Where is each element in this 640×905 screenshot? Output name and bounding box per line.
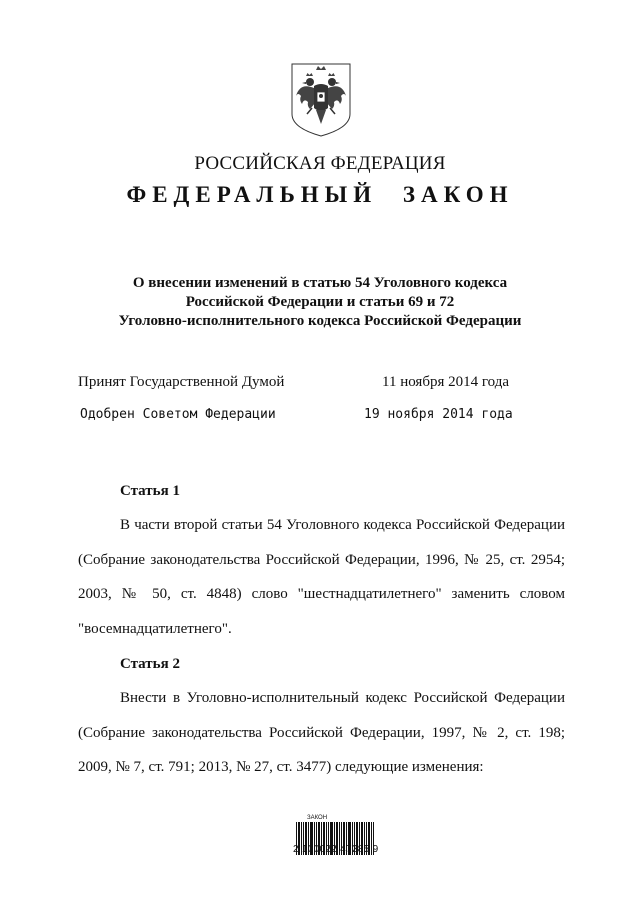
law-title-line: О внесении изменений в статью 54 Уголовного кодекса [132,275,508,291]
law-title-line: Российской Федерации и статьи 69 и 72 [185,294,455,310]
council-approval-label: Одобрен Советом Федерации [80,407,276,422]
article-1-text: В части второй статьи 54 Уголовного кодекса Российской Федерации (Собрание законодательства Российской Федерации, 1996, № 25, ст. 2954; 2003, № 50, ст. 4848) слово "шестнадцатилетнего" заменить словом "восемнадцатилетнего". [78,517,565,637]
article-1-heading: Статья 1 [120,483,180,499]
law-title-line: Уголовно-исполнительного кодекса Российской Федерации [118,313,522,329]
document-type: ФЕДЕРАЛЬНЫЙ ЗАКОН [126,182,514,207]
law-title [0,274,640,331]
article-2-text: Внести в Уголовно-исполнительный кодекс Российской Федерации (Собрание законодательства Российской Федерации, 1997, № 2, ст. 198; 2009, № 7, ст. 791; 2013, № 27, ст. 3477) следующие изменения: [78,690,565,775]
duma-adoption-date: 11 ноября 2014 года [382,374,510,390]
duma-adoption-label: Принят Государственной Думой [78,374,285,390]
article-2-heading: Статья 2 [120,656,180,672]
barcode-number: 2 100022 47285 9 [293,844,379,855]
coat-of-arms-icon [290,62,352,138]
council-approval-date: 19 ноября 2014 года [364,407,513,422]
barcode-mark: ЗАКОН [307,815,328,821]
country-name: РОССИЙСКАЯ ФЕДЕРАЦИЯ [194,153,446,174]
